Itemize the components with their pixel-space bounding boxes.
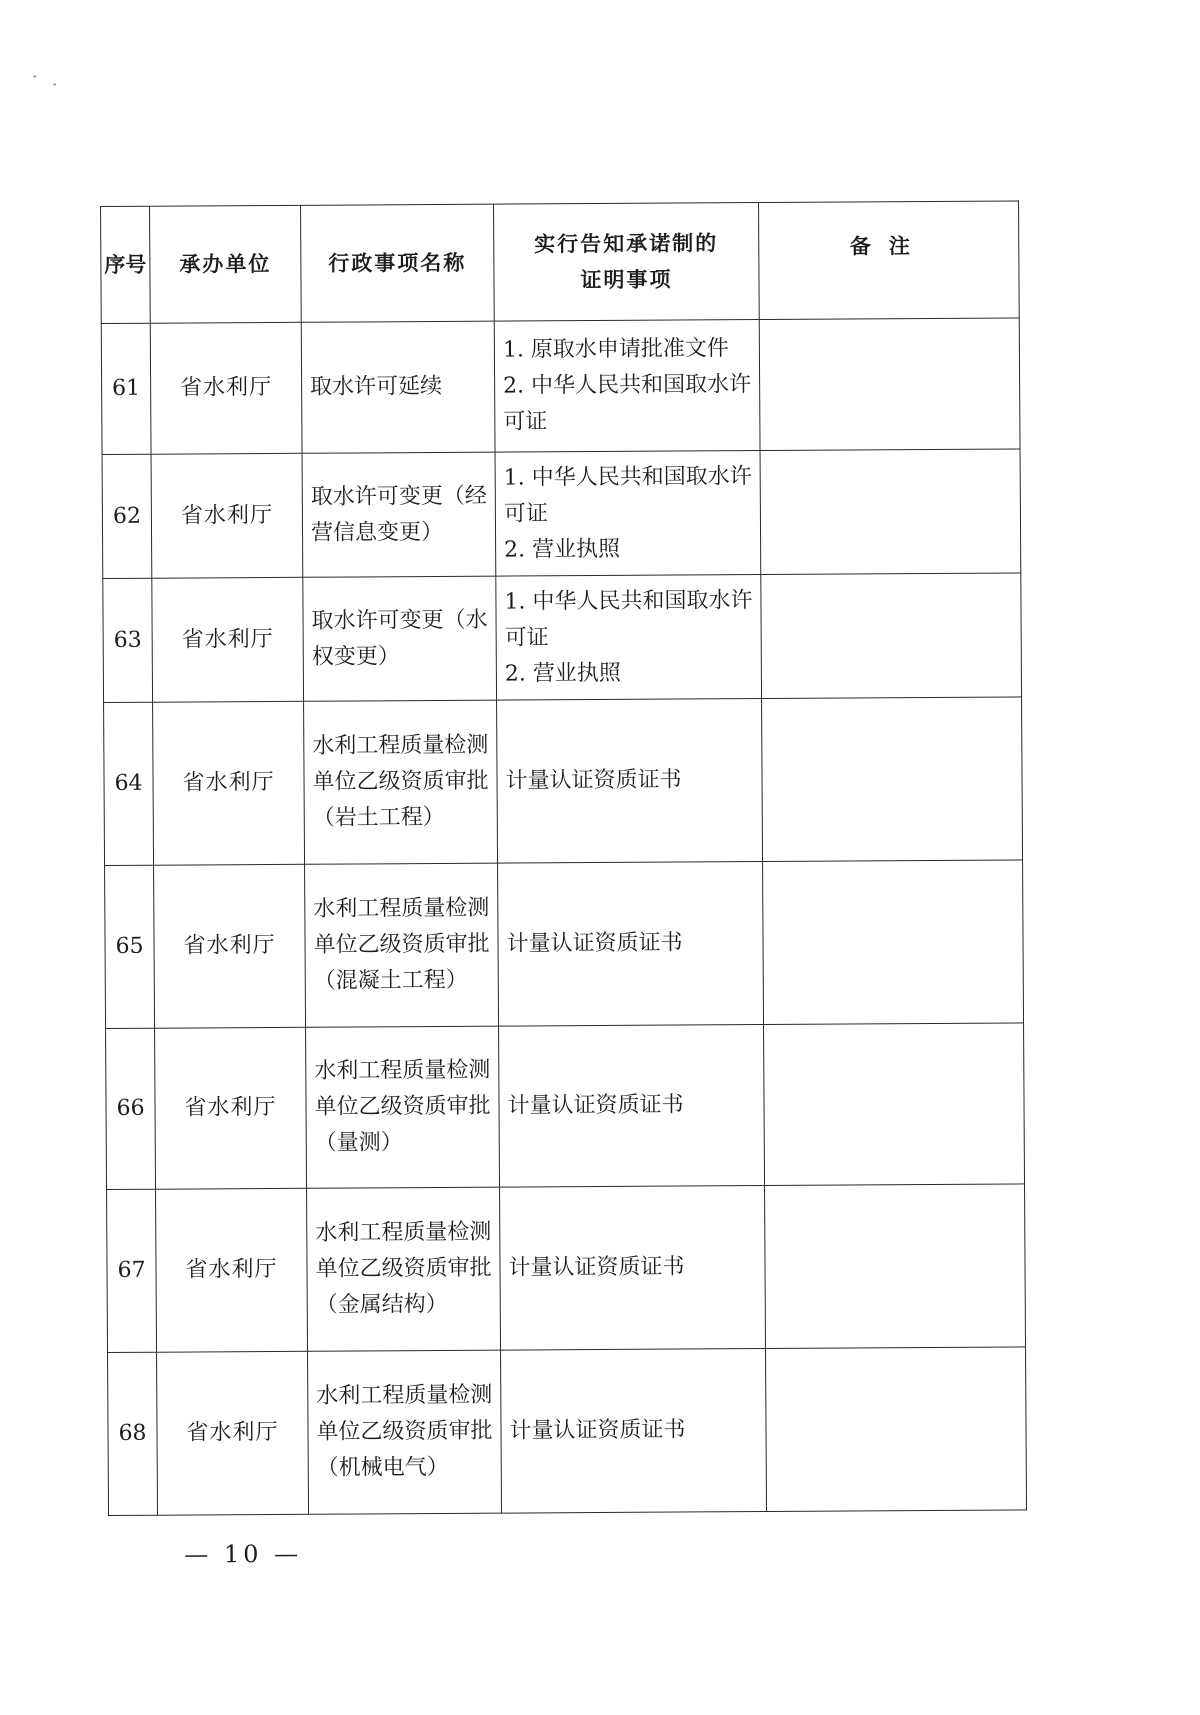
certification-item-text: 1. 原取水申请批准文件 xyxy=(502,336,729,363)
table-row xyxy=(105,860,1024,1029)
row-serial-number: 66 xyxy=(106,1028,156,1189)
row-remarks xyxy=(764,1023,1025,1186)
row-administrative-item xyxy=(306,1026,500,1188)
administrative-item-text: 取水许可变更（水权变更） xyxy=(311,607,488,670)
row-certification-items xyxy=(495,451,761,577)
page-number: — 10 — xyxy=(184,1539,303,1569)
row-remarks xyxy=(762,697,1023,862)
row-handling-unit: 省水利厅 xyxy=(155,1027,307,1189)
certification-item-text: 计量认证资质证书 xyxy=(508,1254,685,1281)
header-administrative-item: 行政事项名称 xyxy=(301,204,495,322)
row-remarks xyxy=(766,1347,1027,1512)
certification-item-text: 1. 中华人民共和国取水许可证 xyxy=(504,587,753,651)
row-certification-items xyxy=(498,862,764,1027)
row-certification-items xyxy=(494,320,760,453)
row-remarks xyxy=(761,573,1022,699)
row-serial-number: 63 xyxy=(103,578,153,702)
row-handling-unit: 省水利厅 xyxy=(151,453,303,578)
header-certification-line2: 证明事项 xyxy=(580,267,673,293)
administrative-item-text: 取水许可延续 xyxy=(310,373,443,400)
administrative-item-text: 水利工程质量检测单位乙级资质审批（混凝土工程） xyxy=(313,895,490,994)
row-handling-unit: 省水利厅 xyxy=(157,1351,309,1515)
certification-item-text: 计量认证资质证书 xyxy=(509,1417,686,1444)
row-certification-items xyxy=(497,699,763,864)
row-handling-unit: 省水利厅 xyxy=(153,701,305,865)
row-certification-items xyxy=(501,1348,767,1513)
certification-item-text: 2. 营业执照 xyxy=(504,660,621,687)
administrative-item-text: 取水许可变更（经营信息变更） xyxy=(310,483,487,546)
table-row xyxy=(107,1184,1026,1353)
row-certification-items xyxy=(499,1025,765,1188)
certification-item-text: 1. 中华人民共和国取水许可证 xyxy=(503,463,752,527)
table-row xyxy=(103,573,1022,703)
administrative-item-text: 水利工程质量检测单位乙级资质审批（机械电气） xyxy=(316,1382,493,1481)
header-serial-number: 序号 xyxy=(101,206,151,323)
header-handling-unit: 承办单位 xyxy=(150,205,302,323)
row-certification-items xyxy=(500,1186,766,1351)
row-serial-number: 65 xyxy=(105,865,155,1028)
row-administrative-item xyxy=(308,1350,502,1514)
row-handling-unit: 省水利厅 xyxy=(154,864,306,1028)
row-handling-unit: 省水利厅 xyxy=(156,1188,308,1352)
table-header-row xyxy=(101,201,1020,324)
certification-item-text: 计量认证资质证书 xyxy=(505,767,682,794)
row-serial-number: 64 xyxy=(104,702,154,865)
header-certification-line1: 实行告知承诺制的 xyxy=(534,231,719,257)
administrative-item-text: 水利工程质量检测单位乙级资质审批（金属结构） xyxy=(315,1219,492,1318)
row-serial-number: 61 xyxy=(101,323,151,454)
header-remarks: 备注 xyxy=(759,201,1020,320)
certification-item-text: 2. 中华人民共和国取水许可证 xyxy=(503,372,752,435)
table-row xyxy=(104,697,1023,866)
row-remarks xyxy=(759,318,1020,451)
row-administrative-item xyxy=(305,863,499,1027)
table-row xyxy=(101,318,1020,455)
table-row xyxy=(108,1347,1027,1516)
scan-speck xyxy=(33,75,36,77)
table-row xyxy=(106,1023,1025,1190)
certification-item-text: 2. 营业执照 xyxy=(504,536,621,563)
row-serial-number: 67 xyxy=(107,1189,157,1352)
header-certification-items xyxy=(494,203,760,322)
scan-speck xyxy=(53,83,56,85)
row-administrative-item xyxy=(302,452,496,577)
table-row xyxy=(102,449,1021,579)
row-handling-unit: 省水利厅 xyxy=(152,577,304,702)
table-body xyxy=(101,318,1026,1516)
row-administrative-item xyxy=(307,1187,501,1351)
row-certification-items xyxy=(496,575,762,701)
administrative-item-text: 水利工程质量检测单位乙级资质审批（量测） xyxy=(314,1057,491,1156)
row-remarks xyxy=(765,1184,1026,1349)
row-administrative-item xyxy=(304,700,498,864)
row-administrative-item xyxy=(303,576,497,701)
row-serial-number: 62 xyxy=(102,454,152,578)
administrative-item-text: 水利工程质量检测单位乙级资质审批（岩土工程） xyxy=(312,732,489,831)
row-administrative-item xyxy=(301,321,495,453)
commitment-items-table xyxy=(100,200,1027,1516)
row-remarks xyxy=(763,860,1024,1025)
row-handling-unit: 省水利厅 xyxy=(150,322,302,454)
row-remarks xyxy=(760,449,1021,575)
row-serial-number: 68 xyxy=(108,1352,158,1515)
certification-item-text: 计量认证资质证书 xyxy=(506,930,683,957)
certification-item-text: 计量认证资质证书 xyxy=(507,1092,684,1119)
